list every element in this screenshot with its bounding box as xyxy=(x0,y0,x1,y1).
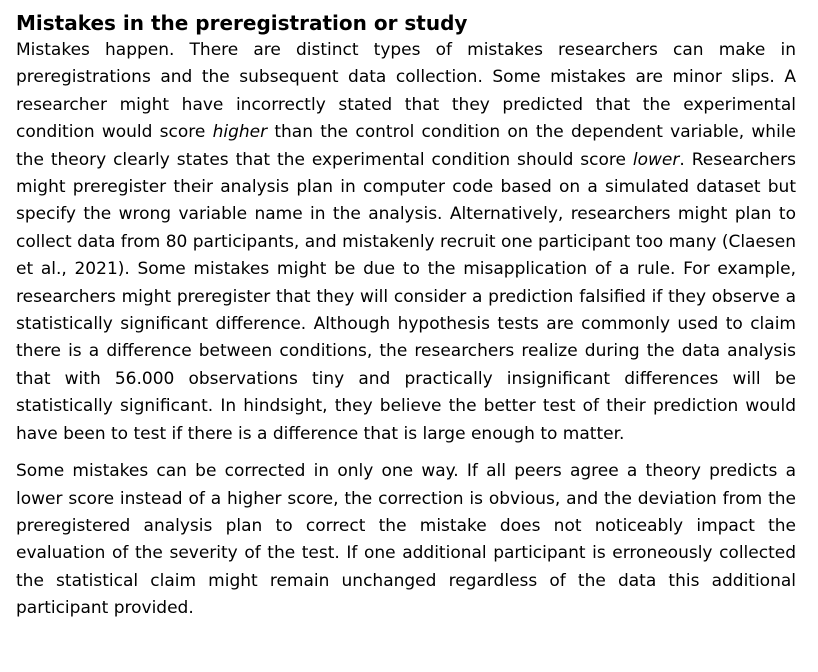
paragraph-2-text-1: Some mistakes can be corrected in only one way. If all peers agree a theory predicts a lower score instead of a higher score, the correction is obvious, and the deviation from the preregistered analysis plan to correct the mistake does not noticeably impact the evaluation of the severity of the test. If one additional participant is erroneously collected the statistical claim might remain unchanged regardless of the data this additional participant provided. xyxy=(16,461,796,619)
paragraph-1 xyxy=(16,37,796,448)
paragraph-1-text-3: . Researchers might preregister their analysis plan in computer code based on a simulated dataset but specify the wrong variable name in the analysis. Alternatively, researchers might plan to collect data from 80 participants, and mistakenly recruit one participant too many (Claesen et al., 2021). Some mistakes might be due to the misapplication of a rule. For example, researchers might preregister that they will consider a prediction falsified if they observe a statistically significant difference. Although hypothesis tests are commonly used to claim there is a difference between conditions, the researchers realize during the data analysis that with 56.000 observations tiny and practically insignificant differences will be statistically significant. In hindsight, they believe the better test of their prediction would have been to test if there is a difference that is large enough to matter. xyxy=(16,149,797,444)
paragraph-1-text-2: than the control condition on the dependent variable, while the theory clearly states that the experimental condition should score xyxy=(16,122,796,170)
paragraph-1-emphasis-lower: lower xyxy=(632,149,680,170)
paragraph-1-text-1: Mistakes happen. There are distinct types of mistakes researchers can make in preregistrations and the subsequent data collection. Some mistakes are minor slips. A researcher might have incorrectly stated that they predicted that the experimental condition would score xyxy=(16,40,796,143)
paragraph-2 xyxy=(16,458,796,622)
section-heading: Mistakes in the preregistration or study xyxy=(16,11,468,35)
paragraph-1-emphasis-higher: higher xyxy=(212,122,268,143)
